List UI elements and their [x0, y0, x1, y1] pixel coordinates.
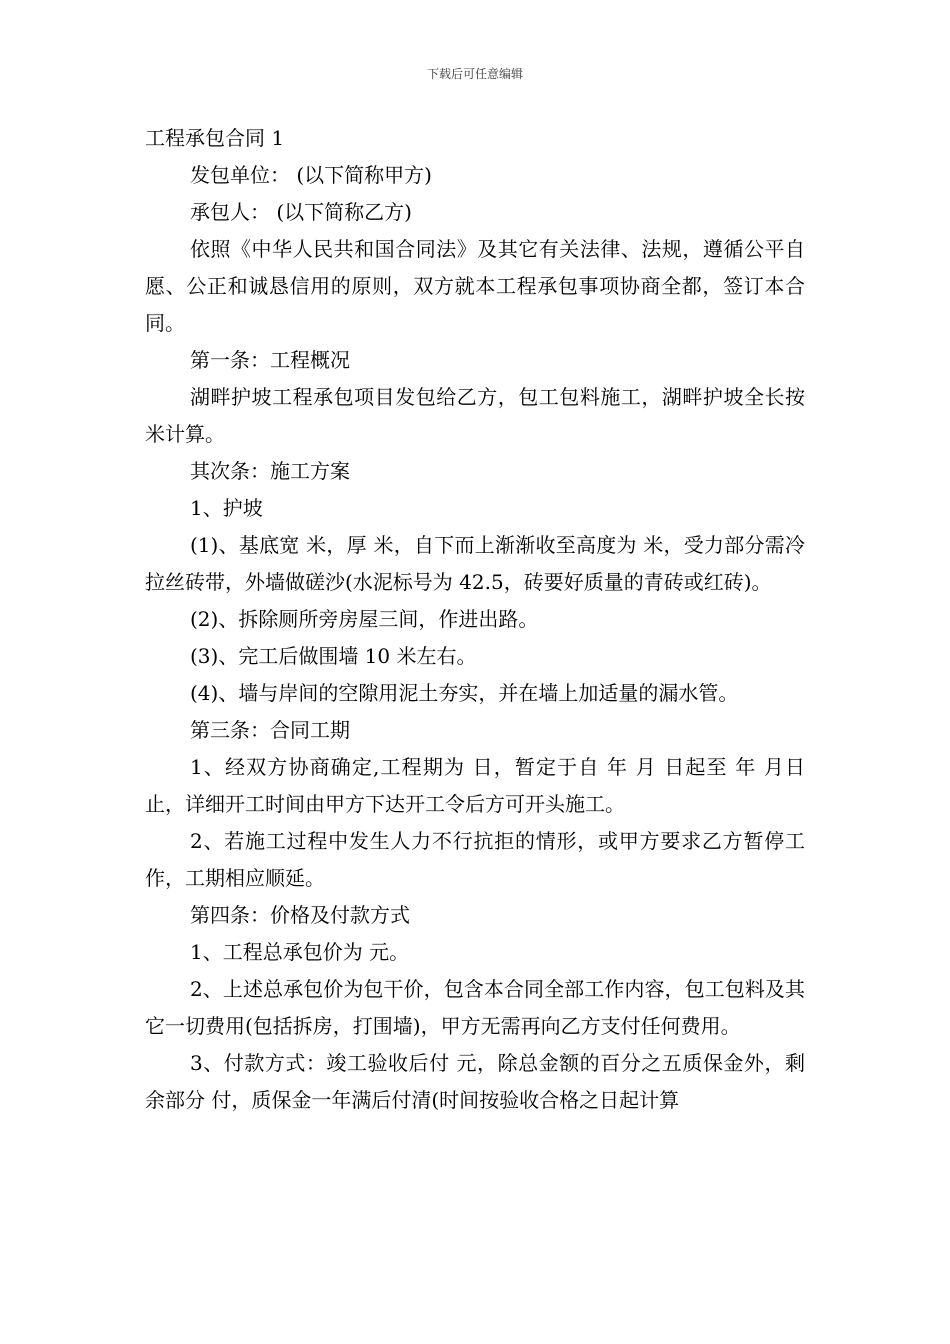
document-title: 工程承包合同 1: [145, 126, 285, 150]
page-header: 下载后可任意编辑: [426, 67, 523, 81]
paragraph: (2)、拆除厕所旁房屋三间，作进出路。: [190, 607, 539, 631]
paragraph: 2、上述总承包价为包干价，包含本合同全部工作内容，包工包料及其它一切费用(包括拆房，打围墙)，甲方无需再向乙方支付任何费用。: [145, 977, 805, 1038]
paragraph: 1、护坡: [190, 496, 263, 520]
document-body: [145, 120, 805, 1119]
section-heading: 第三条：合同工期: [190, 718, 350, 742]
paragraph: (4)、墙与岸间的空隙用泥土夯实，并在墙上加适量的漏水管。: [190, 681, 739, 705]
paragraph: 发包单位： (以下简称甲方): [190, 163, 432, 187]
paragraph: (3)、完工后做围墙 10 米左右。: [190, 644, 477, 668]
paragraph: 3、付款方式：竣工验收后付 元，除总金额的百分之五质保金外，剩余部分 付，质保金一年满后付清(时间按验收合格之日起计算: [145, 1051, 805, 1112]
section-heading: 其次条：施工方案: [190, 459, 350, 483]
paragraph: 1、经双方协商确定,工程期为 日，暂定于自 年 月 日起至 年 月日止，详细开工时间由甲方下达开工令后方可开头施工。: [145, 755, 805, 816]
section-heading: 第一条：工程概况: [190, 348, 350, 372]
paragraph: 承包人： (以下简称乙方): [190, 200, 412, 224]
paragraph: 湖畔护坡工程承包项目发包给乙方，包工包料施工，湖畔护坡全长按 米计算。: [145, 385, 805, 446]
paragraph: 2、若施工过程中发生人力不行抗拒的情形，或甲方要求乙方暂停工作，工期相应顺延。: [145, 829, 805, 890]
paragraph: 1、工程总承包价为 元。: [190, 940, 410, 964]
section-heading: 第四条：价格及付款方式: [190, 903, 410, 927]
paragraph: (1)、基底宽 米，厚 米，自下而上渐渐收至高度为 米，受力部分需冷拉丝砖带，外墙做磋沙(水泥标号为 42.5，砖要好质量的青砖或红砖)。: [145, 533, 805, 594]
paragraph: 依照《中华人民共和国合同法》及其它有关法律、法规，遵循公平自愿、公正和诚恳信用的原则，双方就本工程承包事项协商全都，签订本合同。: [145, 237, 805, 335]
